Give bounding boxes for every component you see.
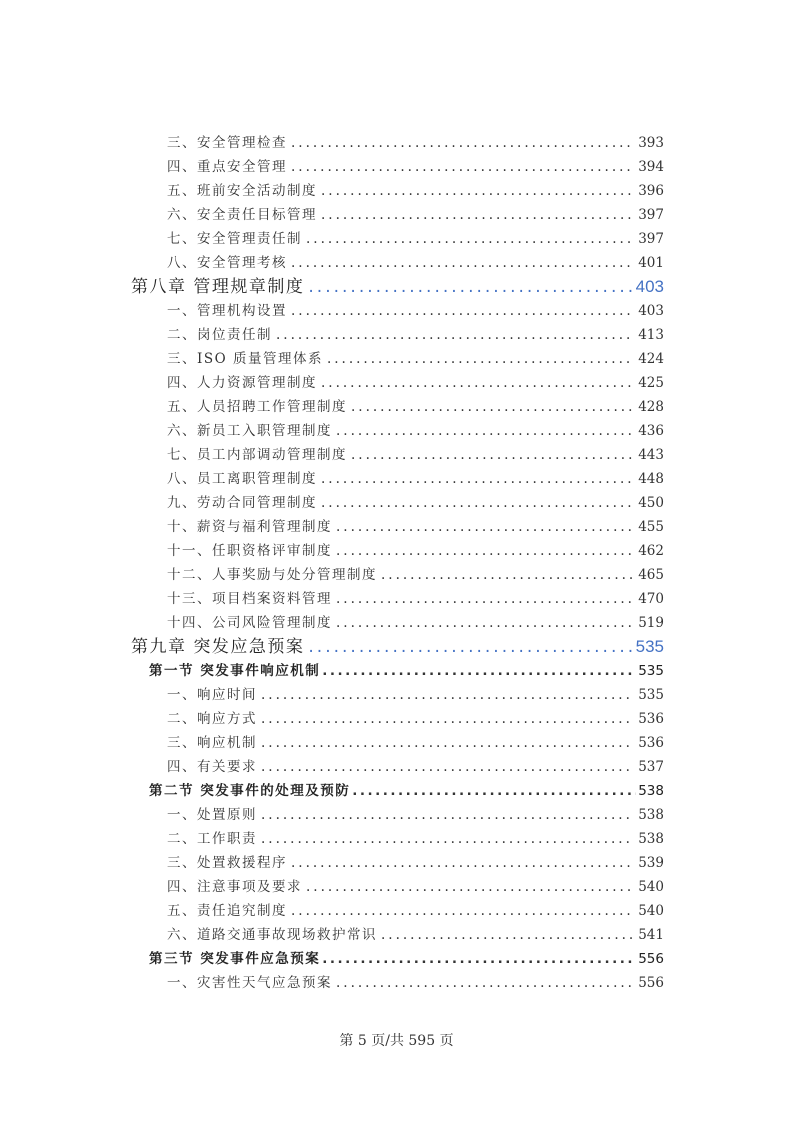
toc-item-entry[interactable] xyxy=(167,803,664,827)
dot-leader xyxy=(336,419,634,443)
toc-item-entry[interactable] xyxy=(167,563,664,587)
dot-leader xyxy=(261,827,634,851)
toc-entry-title: 六、道路交通事故现场救护常识 xyxy=(167,927,377,943)
dot-leader xyxy=(306,875,634,899)
toc-item-entry[interactable] xyxy=(167,131,664,155)
toc-entry-page: 519 xyxy=(638,615,664,631)
toc-item-entry[interactable] xyxy=(167,611,664,635)
toc-entry-title: 十一、任职资格评审制度 xyxy=(167,543,332,559)
toc-item-entry[interactable] xyxy=(167,179,664,203)
toc-entry-page: 538 xyxy=(638,807,664,823)
dot-leader xyxy=(321,371,634,395)
page-footer: 第 5 页/共 595 页 xyxy=(339,1033,454,1049)
toc-item-entry[interactable] xyxy=(167,827,664,851)
dot-leader xyxy=(352,779,636,803)
toc-item-entry[interactable] xyxy=(167,203,664,227)
toc-entry-title: 一、灾害性天气应急预案 xyxy=(167,975,332,991)
toc-item-entry[interactable] xyxy=(167,875,664,899)
toc-entry-page: 465 xyxy=(638,567,664,583)
toc-entry-title: 十、薪资与福利管理制度 xyxy=(167,519,332,535)
dot-leader xyxy=(261,803,634,827)
toc-entry-title: 七、安全管理责任制 xyxy=(167,231,302,247)
dot-leader xyxy=(336,971,634,995)
toc-item-entry[interactable] xyxy=(167,443,664,467)
toc-entry-title: 七、员工内部调动管理制度 xyxy=(167,447,347,463)
toc-item-entry[interactable] xyxy=(167,419,664,443)
toc-item-entry[interactable] xyxy=(167,899,664,923)
toc-entry-title: 二、岗位责任制 xyxy=(167,327,272,343)
toc-entry-page: 535 xyxy=(638,687,664,703)
dot-leader xyxy=(336,539,634,563)
dot-leader xyxy=(291,155,634,179)
toc-entry-title: 十四、公司风险管理制度 xyxy=(167,615,332,631)
toc-entry-page: 535 xyxy=(635,637,664,656)
toc-entry-page: 424 xyxy=(638,351,664,367)
toc-entry-title: 八、安全管理考核 xyxy=(167,255,287,271)
toc-entry-page: 401 xyxy=(638,255,664,271)
dot-leader xyxy=(321,467,634,491)
toc-item-entry[interactable] xyxy=(167,467,664,491)
dot-leader xyxy=(381,563,634,587)
dot-leader xyxy=(291,251,634,275)
dot-leader xyxy=(291,131,634,155)
toc-entry-page: 539 xyxy=(638,855,664,871)
toc-entry-page: 397 xyxy=(638,231,664,247)
toc-section-entry[interactable] xyxy=(149,659,664,683)
toc-entry-title: 二、工作职责 xyxy=(167,831,257,847)
dot-leader xyxy=(261,683,634,707)
toc-item-entry[interactable] xyxy=(167,251,664,275)
dot-leader xyxy=(291,899,634,923)
toc-entry-page: 556 xyxy=(638,951,664,967)
toc-entry-title: 第九章 突发应急预案 xyxy=(131,637,305,657)
toc-item-entry[interactable] xyxy=(167,731,664,755)
dot-leader xyxy=(321,179,634,203)
toc-entry-title: 三、响应机制 xyxy=(167,735,257,751)
toc-item-entry[interactable] xyxy=(167,299,664,323)
toc-entry-page: 536 xyxy=(638,735,664,751)
toc-entry-title: 五、人员招聘工作管理制度 xyxy=(167,399,347,415)
dot-leader xyxy=(327,347,634,371)
toc-item-entry[interactable] xyxy=(167,323,664,347)
toc-entry-page: 470 xyxy=(638,591,664,607)
toc-entry-page: 425 xyxy=(638,375,664,391)
toc-entry-title: 五、责任追究制度 xyxy=(167,903,287,919)
dot-leader xyxy=(321,491,634,515)
toc-entry-page: 455 xyxy=(638,519,664,535)
toc-item-entry[interactable] xyxy=(167,755,664,779)
toc-item-entry[interactable] xyxy=(167,515,664,539)
toc-entry-title: 四、有关要求 xyxy=(167,759,257,775)
toc-item-entry[interactable] xyxy=(167,395,664,419)
dot-leader xyxy=(261,707,634,731)
toc-entry-title: 第二节 突发事件的处理及预防 xyxy=(149,783,351,799)
toc-entry-title: 一、响应时间 xyxy=(167,687,257,703)
toc-item-entry[interactable] xyxy=(167,491,664,515)
toc-entry-title: 三、安全管理检查 xyxy=(167,135,287,151)
toc-entry-page: 535 xyxy=(638,663,664,679)
dot-leader xyxy=(351,443,634,467)
dot-leader xyxy=(336,587,634,611)
toc-entry-title: 第一节 突发事件响应机制 xyxy=(149,663,321,679)
dot-leader xyxy=(291,299,634,323)
toc-entry-page: 443 xyxy=(638,447,664,463)
dot-leader xyxy=(308,275,631,299)
toc-item-entry[interactable] xyxy=(167,539,664,563)
dot-leader xyxy=(308,635,631,659)
toc-section-entry[interactable] xyxy=(149,779,664,803)
toc-entry-title: 九、劳动合同管理制度 xyxy=(167,495,317,511)
toc-entry-title: 十三、项目档案资料管理 xyxy=(167,591,332,607)
dot-leader xyxy=(336,515,634,539)
toc-entry-title: 一、管理机构设置 xyxy=(167,303,287,319)
dot-leader xyxy=(351,395,634,419)
toc-item-entry[interactable] xyxy=(167,923,664,947)
toc-chapter-entry[interactable] xyxy=(131,275,664,299)
dot-leader xyxy=(321,203,634,227)
toc-entry-page: 403 xyxy=(638,303,664,319)
toc-entry-title: 第三节 突发事件应急预案 xyxy=(149,951,321,967)
dot-leader xyxy=(291,851,634,875)
dot-leader xyxy=(381,923,634,947)
toc-entry-title: 四、人力资源管理制度 xyxy=(167,375,317,391)
toc-entry-page: 436 xyxy=(638,423,664,439)
toc-entry-title: 第八章 管理规章制度 xyxy=(131,277,305,297)
toc-entry-title: 四、注意事项及要求 xyxy=(167,879,302,895)
toc-item-entry[interactable] xyxy=(167,347,664,371)
toc-entry-page: 536 xyxy=(638,711,664,727)
toc-entry-title: 三、ISO 质量管理体系 xyxy=(167,351,323,367)
dot-leader xyxy=(306,227,634,251)
toc-entry-page: 540 xyxy=(638,879,664,895)
toc-entry-title: 十二、人事奖励与处分管理制度 xyxy=(167,567,377,583)
toc-section-entry[interactable] xyxy=(149,947,664,971)
toc-entry-page: 394 xyxy=(638,159,664,175)
toc-item-entry[interactable] xyxy=(167,707,664,731)
dot-leader xyxy=(261,755,634,779)
toc-item-entry[interactable] xyxy=(167,971,664,995)
toc-entry-page: 540 xyxy=(638,903,664,919)
toc-entry-title: 三、处置救援程序 xyxy=(167,855,287,871)
toc-entry-page: 396 xyxy=(638,183,664,199)
dot-leader xyxy=(261,731,634,755)
toc-item-entry[interactable] xyxy=(167,587,664,611)
toc-item-entry[interactable] xyxy=(167,155,664,179)
toc-item-entry[interactable] xyxy=(167,683,664,707)
toc-entry-title: 五、班前安全活动制度 xyxy=(167,183,317,199)
toc-entry-title: 八、员工离职管理制度 xyxy=(167,471,317,487)
dot-leader xyxy=(322,947,636,971)
toc-entry-page: 556 xyxy=(638,975,664,991)
toc-entry-page: 537 xyxy=(638,759,664,775)
toc-entry-page: 538 xyxy=(638,831,664,847)
toc-entry-page: 448 xyxy=(638,471,664,487)
toc-entry-page: 450 xyxy=(638,495,664,511)
toc-entry-page: 538 xyxy=(638,783,664,799)
toc-entry-page: 403 xyxy=(635,277,664,296)
toc-entry-page: 397 xyxy=(638,207,664,223)
toc-item-entry[interactable] xyxy=(167,851,664,875)
toc-entry-title: 六、新员工入职管理制度 xyxy=(167,423,332,439)
dot-leader xyxy=(322,659,636,683)
toc-entry-page: 428 xyxy=(638,399,664,415)
dot-leader xyxy=(336,611,634,635)
toc-entry-page: 413 xyxy=(638,327,664,343)
toc-entry-title: 一、处置原则 xyxy=(167,807,257,823)
toc-item-entry[interactable] xyxy=(167,227,664,251)
toc-entry-title: 六、安全责任目标管理 xyxy=(167,207,317,223)
toc-entry-page: 541 xyxy=(638,927,664,943)
toc-entry-title: 二、响应方式 xyxy=(167,711,257,727)
toc-entry-title: 四、重点安全管理 xyxy=(167,159,287,175)
toc-item-entry[interactable] xyxy=(167,371,664,395)
toc-entry-page: 462 xyxy=(638,543,664,559)
dot-leader xyxy=(276,323,634,347)
toc-chapter-entry[interactable] xyxy=(131,635,664,659)
toc-entry-page: 393 xyxy=(638,135,664,151)
